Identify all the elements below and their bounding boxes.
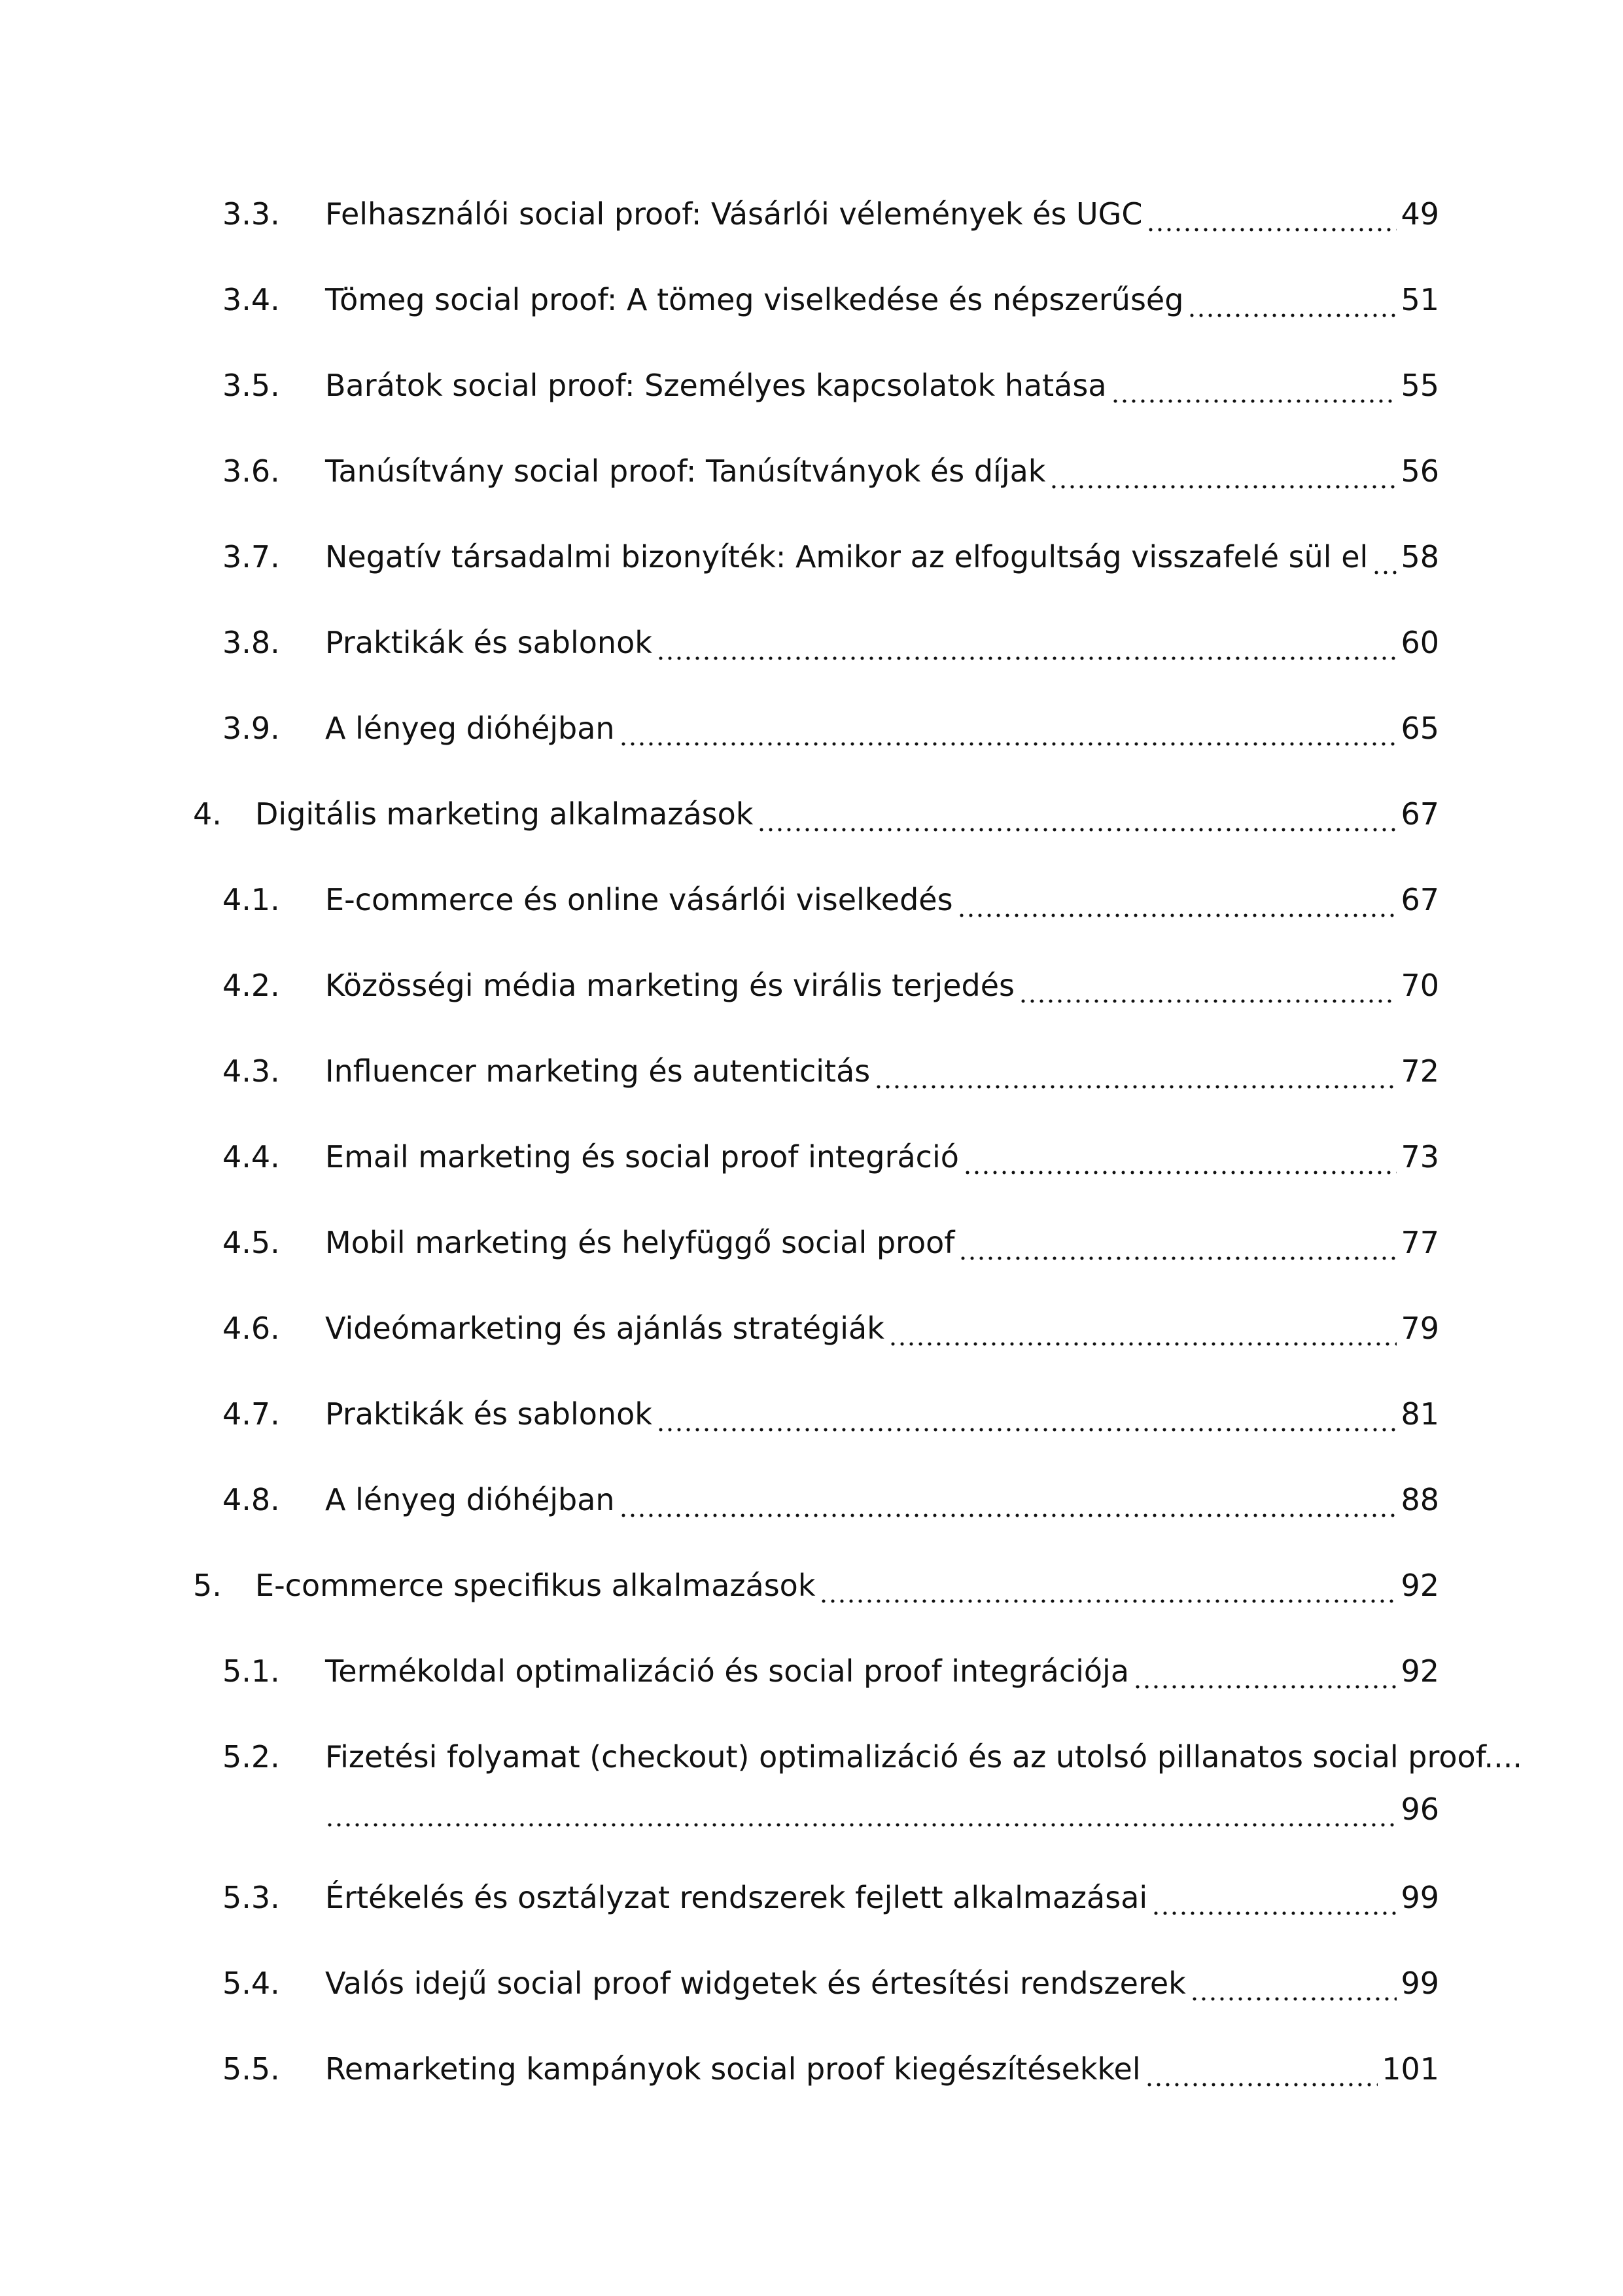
toc-entry-number: 4.7. [222, 1396, 280, 1432]
toc-entry-title: E-commerce specifikus alkalmazások [255, 1568, 816, 1603]
dot-leader [1133, 1645, 1397, 1697]
toc-entry-page: 67 [1401, 796, 1439, 832]
dot-leader [1146, 188, 1397, 240]
toc-entry-page: 92 [1401, 1653, 1439, 1689]
toc-entry-number: 4. [193, 796, 222, 832]
toc-entry-page: 55 [1401, 368, 1439, 403]
toc-entry-5-2[interactable] [222, 1731, 1523, 1835]
toc-entry-number: 5.2. [222, 1739, 280, 1775]
toc-entry-title: E-commerce és online vásárlói viselkedés [325, 882, 953, 917]
toc-entry-line [255, 788, 1439, 840]
toc-entry-line [325, 616, 1439, 669]
dot-leader [619, 702, 1397, 754]
toc-entry-line [255, 1559, 1439, 1612]
toc-entry-number: 4.2. [222, 968, 280, 1003]
dot-leader [1187, 274, 1397, 326]
toc-entry-line [325, 188, 1439, 240]
toc-entry-line [325, 1645, 1439, 1697]
dot-leader [757, 788, 1397, 840]
toc-entry-4-6[interactable] [222, 1302, 1439, 1354]
toc-entry-4-8[interactable] [222, 1474, 1439, 1526]
toc-entry-5[interactable] [193, 1559, 1439, 1612]
toc-entry-number: 4.3. [222, 1053, 280, 1089]
toc-entry-title: Remarketing kampányok social proof kiegészítésekkel [325, 2051, 1141, 2087]
toc-entry-line [325, 2043, 1439, 2095]
toc-entry-title: Fizetési folyamat (checkout) optimalizáció és az utolsó pillanatos social proof [325, 1739, 1484, 1775]
toc-entry-page: 51 [1401, 282, 1439, 317]
toc-entry-line [325, 274, 1439, 326]
dot-leader [958, 1216, 1397, 1269]
toc-entry-4-1[interactable] [222, 874, 1439, 926]
toc-entry-page: 99 [1401, 1880, 1439, 1915]
toc-entry-title: Digitális marketing alkalmazások [255, 796, 754, 832]
toc-entry-title: Praktikák és sablonok [325, 625, 652, 660]
toc-entry-title-tail: .... [1484, 1739, 1523, 1775]
toc-entry-4[interactable] [193, 788, 1439, 840]
toc-entry-line [325, 959, 1439, 1012]
toc-entry-number: 5. [193, 1568, 222, 1603]
toc-entry-number: 4.8. [222, 1482, 280, 1517]
toc-entry-5-3[interactable] [222, 1871, 1439, 1924]
toc-entry-title: Barátok social proof: Személyes kapcsolatok hatása [325, 368, 1107, 403]
toc-entry-title: Mobil marketing és helyfüggő social proof [325, 1225, 955, 1260]
toc-entry-page: 67 [1401, 882, 1439, 917]
toc-entry-page: 77 [1401, 1225, 1439, 1260]
toc-entry-4-5[interactable] [222, 1216, 1439, 1269]
toc-entry-3-3[interactable] [222, 188, 1439, 240]
toc-entry-title: Praktikák és sablonok [325, 1396, 652, 1432]
toc-entry-4-7[interactable] [222, 1388, 1439, 1440]
toc-entry-page: 92 [1401, 1568, 1439, 1603]
dot-leader [619, 1474, 1397, 1526]
toc-entry-4-2[interactable] [222, 959, 1439, 1012]
dot-leader [1372, 531, 1397, 583]
toc-entry-line [325, 1216, 1439, 1269]
toc-entry-page: 70 [1401, 968, 1439, 1003]
toc-entry-line [325, 359, 1439, 412]
toc-entry-number: 4.1. [222, 882, 280, 917]
toc-entry-title: A lényeg dióhéjban [325, 711, 615, 746]
toc-entry-3-5[interactable] [222, 359, 1439, 412]
toc-entry-number: 3.5. [222, 368, 280, 403]
toc-entry-line [325, 1045, 1439, 1097]
toc-entry-title: A lényeg dióhéjban [325, 1482, 615, 1517]
toc-entry-title: Email marketing és social proof integráció [325, 1139, 959, 1174]
toc-entry-title: Influencer marketing és autenticitás [325, 1053, 871, 1089]
toc-entry-line [325, 874, 1439, 926]
toc-entry-page: 101 [1382, 2051, 1439, 2087]
toc-entry-line [325, 1388, 1439, 1440]
toc-entry-3-4[interactable] [222, 274, 1439, 326]
toc-entry-number: 3.3. [222, 196, 280, 232]
toc-entry-page: 73 [1401, 1139, 1439, 1174]
dot-leader [1111, 359, 1397, 412]
toc-entry-title: Felhasználói social proof: Vásárlói vélemények és UGC [325, 196, 1143, 232]
toc-entry-number: 5.4. [222, 1966, 280, 2001]
toc-entry-5-5[interactable] [222, 2043, 1439, 2095]
toc-entry-title: Tömeg social proof: A tömeg viselkedése és népszerűség [325, 282, 1184, 317]
toc-entry-title: Tanúsítvány social proof: Tanúsítványok és díjak [325, 453, 1046, 489]
dot-leader [874, 1045, 1397, 1097]
dot-leader [888, 1302, 1397, 1354]
toc-entry-number: 3.6. [222, 453, 280, 489]
dot-leader [656, 616, 1397, 669]
toc-entry-line [325, 1871, 1439, 1924]
toc-entry-line [325, 1957, 1439, 2009]
toc-entry-number: 3.4. [222, 282, 280, 317]
dot-leader [963, 1131, 1397, 1183]
toc-entry-line [325, 702, 1439, 754]
toc-entry-3-9[interactable] [222, 702, 1439, 754]
toc-entry-page: 49 [1401, 196, 1439, 232]
toc-entry-3-7[interactable] [222, 531, 1439, 583]
dot-leader [325, 1783, 1397, 1835]
toc-entry-page: 79 [1401, 1311, 1439, 1346]
toc-entry-number: 3.9. [222, 711, 280, 746]
toc-entry-line [325, 445, 1439, 497]
dot-leader [957, 874, 1397, 926]
dot-leader [656, 1388, 1397, 1440]
toc-entry-title: Negatív társadalmi bizonyíték: Amikor az elfogultság visszafelé sül el [325, 539, 1369, 574]
toc-entry-3-8[interactable] [222, 616, 1439, 669]
toc-entry-5-4[interactable] [222, 1957, 1439, 2009]
dot-leader [819, 1559, 1397, 1612]
dot-leader [1019, 959, 1397, 1012]
toc-entry-page: 72 [1401, 1053, 1439, 1089]
toc-entry-title: Videómarketing és ajánlás stratégiák [325, 1311, 884, 1346]
toc-entry-page: 96 [1401, 1792, 1439, 1827]
toc-entry-leader-line [325, 1783, 1439, 1835]
toc-entry-number: 5.1. [222, 1653, 280, 1689]
toc-entry-4-4[interactable] [222, 1131, 1439, 1183]
toc-entry-number: 5.3. [222, 1880, 280, 1915]
toc-entry-page: 58 [1401, 539, 1439, 574]
toc-entry-page: 56 [1401, 453, 1439, 489]
dot-leader [1151, 1871, 1397, 1924]
toc-entry-4-3[interactable] [222, 1045, 1439, 1097]
toc-entry-number: 3.8. [222, 625, 280, 660]
toc-entry-page: 60 [1401, 625, 1439, 660]
toc-entry-number: 4.6. [222, 1311, 280, 1346]
dot-leader [1049, 445, 1397, 497]
toc-entry-number: 4.4. [222, 1139, 280, 1174]
toc-entry-line [325, 531, 1439, 583]
toc-entry-title: Termékoldal optimalizáció és social proof integrációja [325, 1653, 1130, 1689]
toc-entry-number: 5.5. [222, 2051, 280, 2087]
toc-entry-line [325, 1474, 1439, 1526]
toc-entry-page: 88 [1401, 1482, 1439, 1517]
toc-entry-line [325, 1131, 1439, 1183]
toc-entry-title: Közösségi média marketing és virális terjedés [325, 968, 1015, 1003]
toc-entry-number: 4.5. [222, 1225, 280, 1260]
toc-entry-page: 65 [1401, 711, 1439, 746]
dot-leader [1190, 1957, 1397, 2009]
toc-entry-5-1[interactable] [222, 1645, 1439, 1697]
toc-entry-title: Valós idejű social proof widgetek és értesítési rendszerek [325, 1966, 1186, 2001]
toc-entry-title-line [325, 1731, 1523, 1783]
toc-entry-3-6[interactable] [222, 445, 1439, 497]
dot-leader [1145, 2043, 1378, 2095]
toc-entry-line [325, 1302, 1439, 1354]
toc-entry-page: 81 [1401, 1396, 1439, 1432]
toc-entry-number: 3.7. [222, 539, 280, 574]
toc-entry-page: 99 [1401, 1966, 1439, 2001]
toc-entry-title: Értékelés és osztályzat rendszerek fejlett alkalmazásai [325, 1880, 1148, 1915]
